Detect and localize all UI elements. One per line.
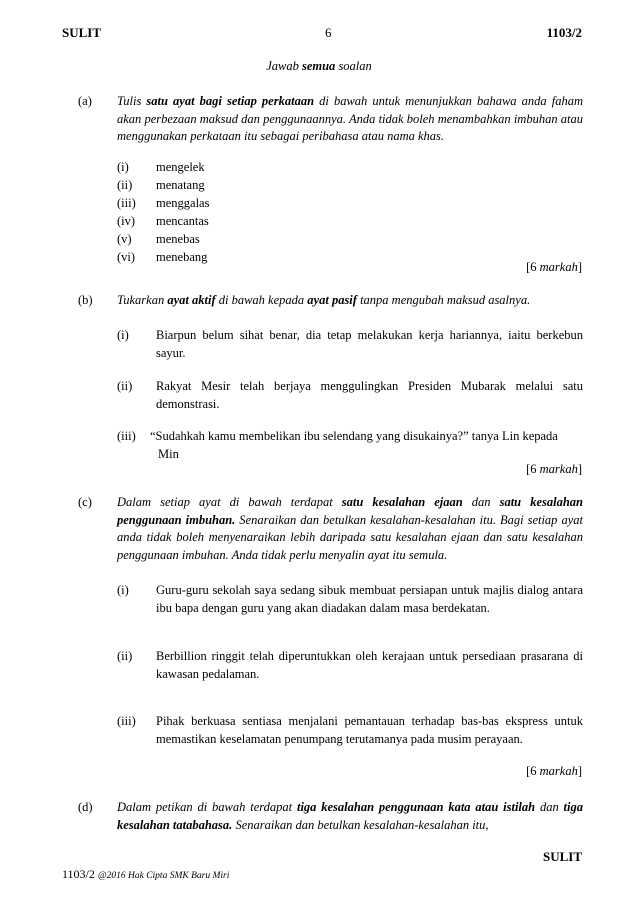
part-a-question: Tulis satu ayat bagi setiap perkataan di bawah untuk menunjukkan bahawa anda faham akan perbezaan maksud dan penggunaannya. Anda tidak boleh menambahkan imbuhan atau menggunakan perkataan itu sebagai peribahasa atau nama khas.: [117, 94, 583, 143]
part-a-item-num: (vi): [117, 250, 136, 264]
part-a-item-num: (v): [117, 232, 132, 246]
part-a-item-text: mengelek: [156, 160, 205, 174]
part-d-label: (d): [78, 800, 93, 814]
footer-code: 1103/2 @2016 Hak Cipta SMK Baru Miri: [62, 867, 230, 881]
part-a-item-num: (ii): [117, 178, 133, 192]
part-a-item-text: menebang: [156, 250, 208, 264]
part-b-item-num: (i): [117, 328, 129, 342]
part-a-label: (a): [78, 94, 92, 108]
part-c-question: Dalam setiap ayat di bawah terdapat satu kesalahan ejaan dan satu kesalahan penggunaan imbuhan. Senaraikan dan betulkan kesalahan-kesalahan itu. Bagi setiap ayat anda tidak boleh menyenaraikan lebih daripada satu kesalahan ejaan dan satu kesalahan penggunaan imbuhan. Anda tidak perlu menyalin ayat itu semula.: [117, 495, 583, 562]
part-b-item-text: Biarpun belum sihat benar, dia tetap melakukan kerja hariannya, iaitu berkebun sayur.: [156, 328, 583, 360]
part-c-item-num: (iii): [117, 714, 136, 728]
page-number: 6: [325, 25, 332, 40]
part-a-item-num: (iii): [117, 196, 136, 210]
part-a-item-num: (i): [117, 160, 129, 174]
header-sulit: SULIT: [62, 25, 102, 40]
instruction: Jawab semua soalan: [266, 59, 372, 73]
part-c-item-num: (ii): [117, 649, 133, 663]
part-d-question: Dalam petikan di bawah terdapat tiga kesalahan penggunaan kata atau istilah dan tiga kesalahan tatabahasa. Senaraikan dan betulkan kesalahan-kesalahan itu,: [117, 800, 583, 832]
copyright-note: @2016 Hak Cipta SMK Baru Miri: [97, 871, 230, 881]
part-b-item-num: (iii): [117, 429, 136, 443]
part-a-item-num: (iv): [117, 214, 136, 228]
part-b-question: Tukarkan ayat aktif di bawah kepada ayat pasif tanpa mengubah maksud asalnya.: [117, 293, 531, 307]
part-c-label: (c): [78, 495, 92, 509]
part-a-item-text: menebas: [156, 232, 200, 246]
part-b-item-text: “Sudahkah kamu membelikan ibu selendang yang disukainya?” tanya Lin kepada: [150, 429, 558, 443]
part-b-item-num: (ii): [117, 379, 133, 393]
part-b-marks: [6 markah]: [526, 462, 582, 476]
part-a-item-text: menggalas: [156, 196, 210, 210]
part-c-item-text: Berbillion ringgit telah diperuntukkan oleh kerajaan untuk persediaan prasarana di kawasan pedalaman.: [156, 649, 583, 681]
part-a-item-text: mencantas: [156, 214, 209, 228]
part-a-marks: [6 markah]: [526, 260, 582, 274]
footer-sulit: SULIT: [542, 849, 582, 864]
part-c-item-num: (i): [117, 583, 129, 597]
part-b-item-text-cont: Min: [158, 447, 179, 461]
header-paper-code: 1103/2: [546, 25, 582, 40]
part-c-item-text: Pihak berkuasa sentiasa menjalani pemantauan terhadap bas-bas ekspress untuk memastikan keselamatan penumpang terutamanya pada musim perayaan.: [156, 714, 583, 746]
part-c-marks: [6 markah]: [526, 764, 582, 778]
part-a-item-text: menatang: [156, 178, 205, 192]
part-b-item-text: Rakyat Mesir telah berjaya menggulingkan Presiden Mubarak melalui satu demonstrasi.: [156, 379, 583, 411]
part-b-label: (b): [78, 293, 93, 307]
part-c-item-text: Guru-guru sekolah saya sedang sibuk membuat persiapan untuk majlis dialog antara ibu bapa dengan guru yang akan diadakan dalam masa berdekatan.: [156, 583, 583, 615]
